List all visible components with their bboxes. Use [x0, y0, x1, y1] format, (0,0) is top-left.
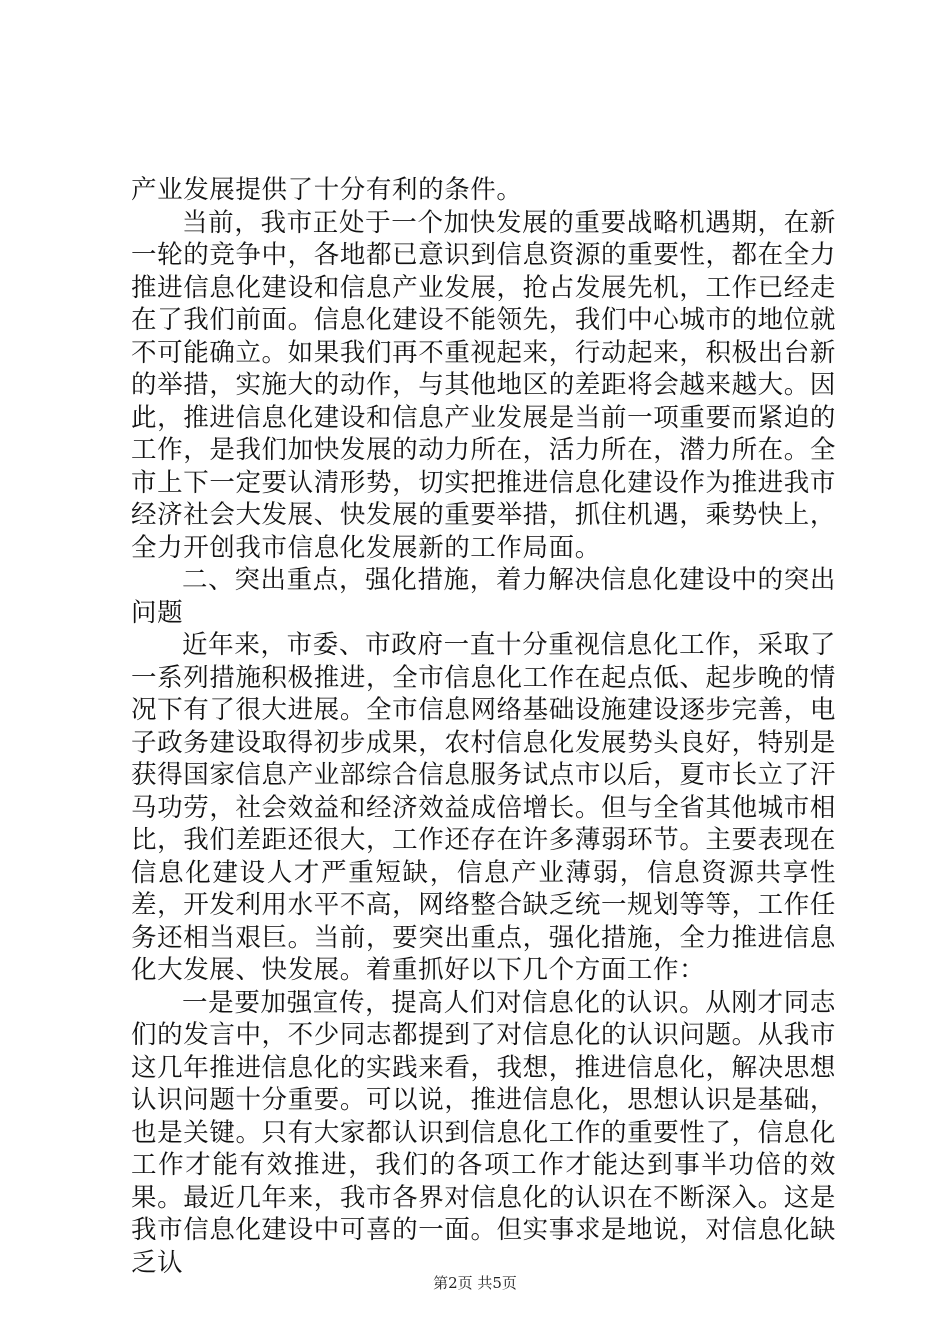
paragraph-2: 当前，我市正处于一个加快发展的重要战略机遇期，在新一轮的竞争中，各地都已意识到信息资源的重要性，都在全力推进信息化建设和信息产业发展，抢占发展先机，工作已经走在了我们前面。信息化建设不能领先，我们中心城市的地位就不可能确立。如果我们再不重视起来，行动起来，积极出台新的举措，实施大的动作，与其他地区的差距将会越来越大。因此，推进信息化建设和信息产业发展是当前一项重要而紧迫的工作，是我们加快发展的动力所在，活力所在，潜力所在。全市上下一定要认清形势，切实把推进信息化建设作为推进我市经济社会大发展、快发展的重要举措，抓住机遇，乘势快上，全力开创我市信息化发展新的工作局面。: [131, 207, 836, 563]
section-heading: 二、突出重点，强化措施，着力解决信息化建设中的突出问题: [131, 565, 836, 628]
paragraph-4: 一是要加强宣传，提高人们对信息化的认识。从刚才同志们的发言中，不少同志都提到了对信息化的认识问题。从我市这几年推进信息化的实践来看，我想，推进信息化，解决思想认识问题十分重要。可以说，推进信息化，思想认识是基础，也是关键。只有大家都认识到信息化工作的重要性了，信息化工作才能有效推进，我们的各项工作才能达到事半功倍的效果。最近几年来，我市各界对信息化的认识在不断深入。这是我市信息化建设中可喜的一面。但实事求是地说，对信息化缺乏认: [131, 987, 836, 1278]
paragraph-3: 近年来，市委、市政府一直十分重视信息化工作，采取了一系列措施积极推进，全市信息化工作在起点低、起步晚的情况下有了很大进展。全市信息网络基础设施建设逐步完善，电子政务建设取得初步成果，农村信息化发展势头良好，特别是获得国家信息产业部综合信息服务试点市以后，夏市长立了汗马功劳，社会效益和经济效益成倍增长。但与全省其他城市相比，我们差距还很大，工作还存在许多薄弱环节。主要表现在信息化建设人才严重短缺，信息产业薄弱，信息资源共享性差，开发利用水平不高，网络整合缺乏统一规划等等，工作任务还相当艰巨。当前，要突出重点，强化措施，全力推进信息化大发展、快发展。着重抓好以下几个方面工作：: [131, 630, 836, 985]
page-footer: 第2页 共5页: [433, 1274, 517, 1292]
paragraph-1: 产业发展提供了十分有利的条件。: [131, 175, 523, 205]
body-text: [131, 174, 836, 1279]
